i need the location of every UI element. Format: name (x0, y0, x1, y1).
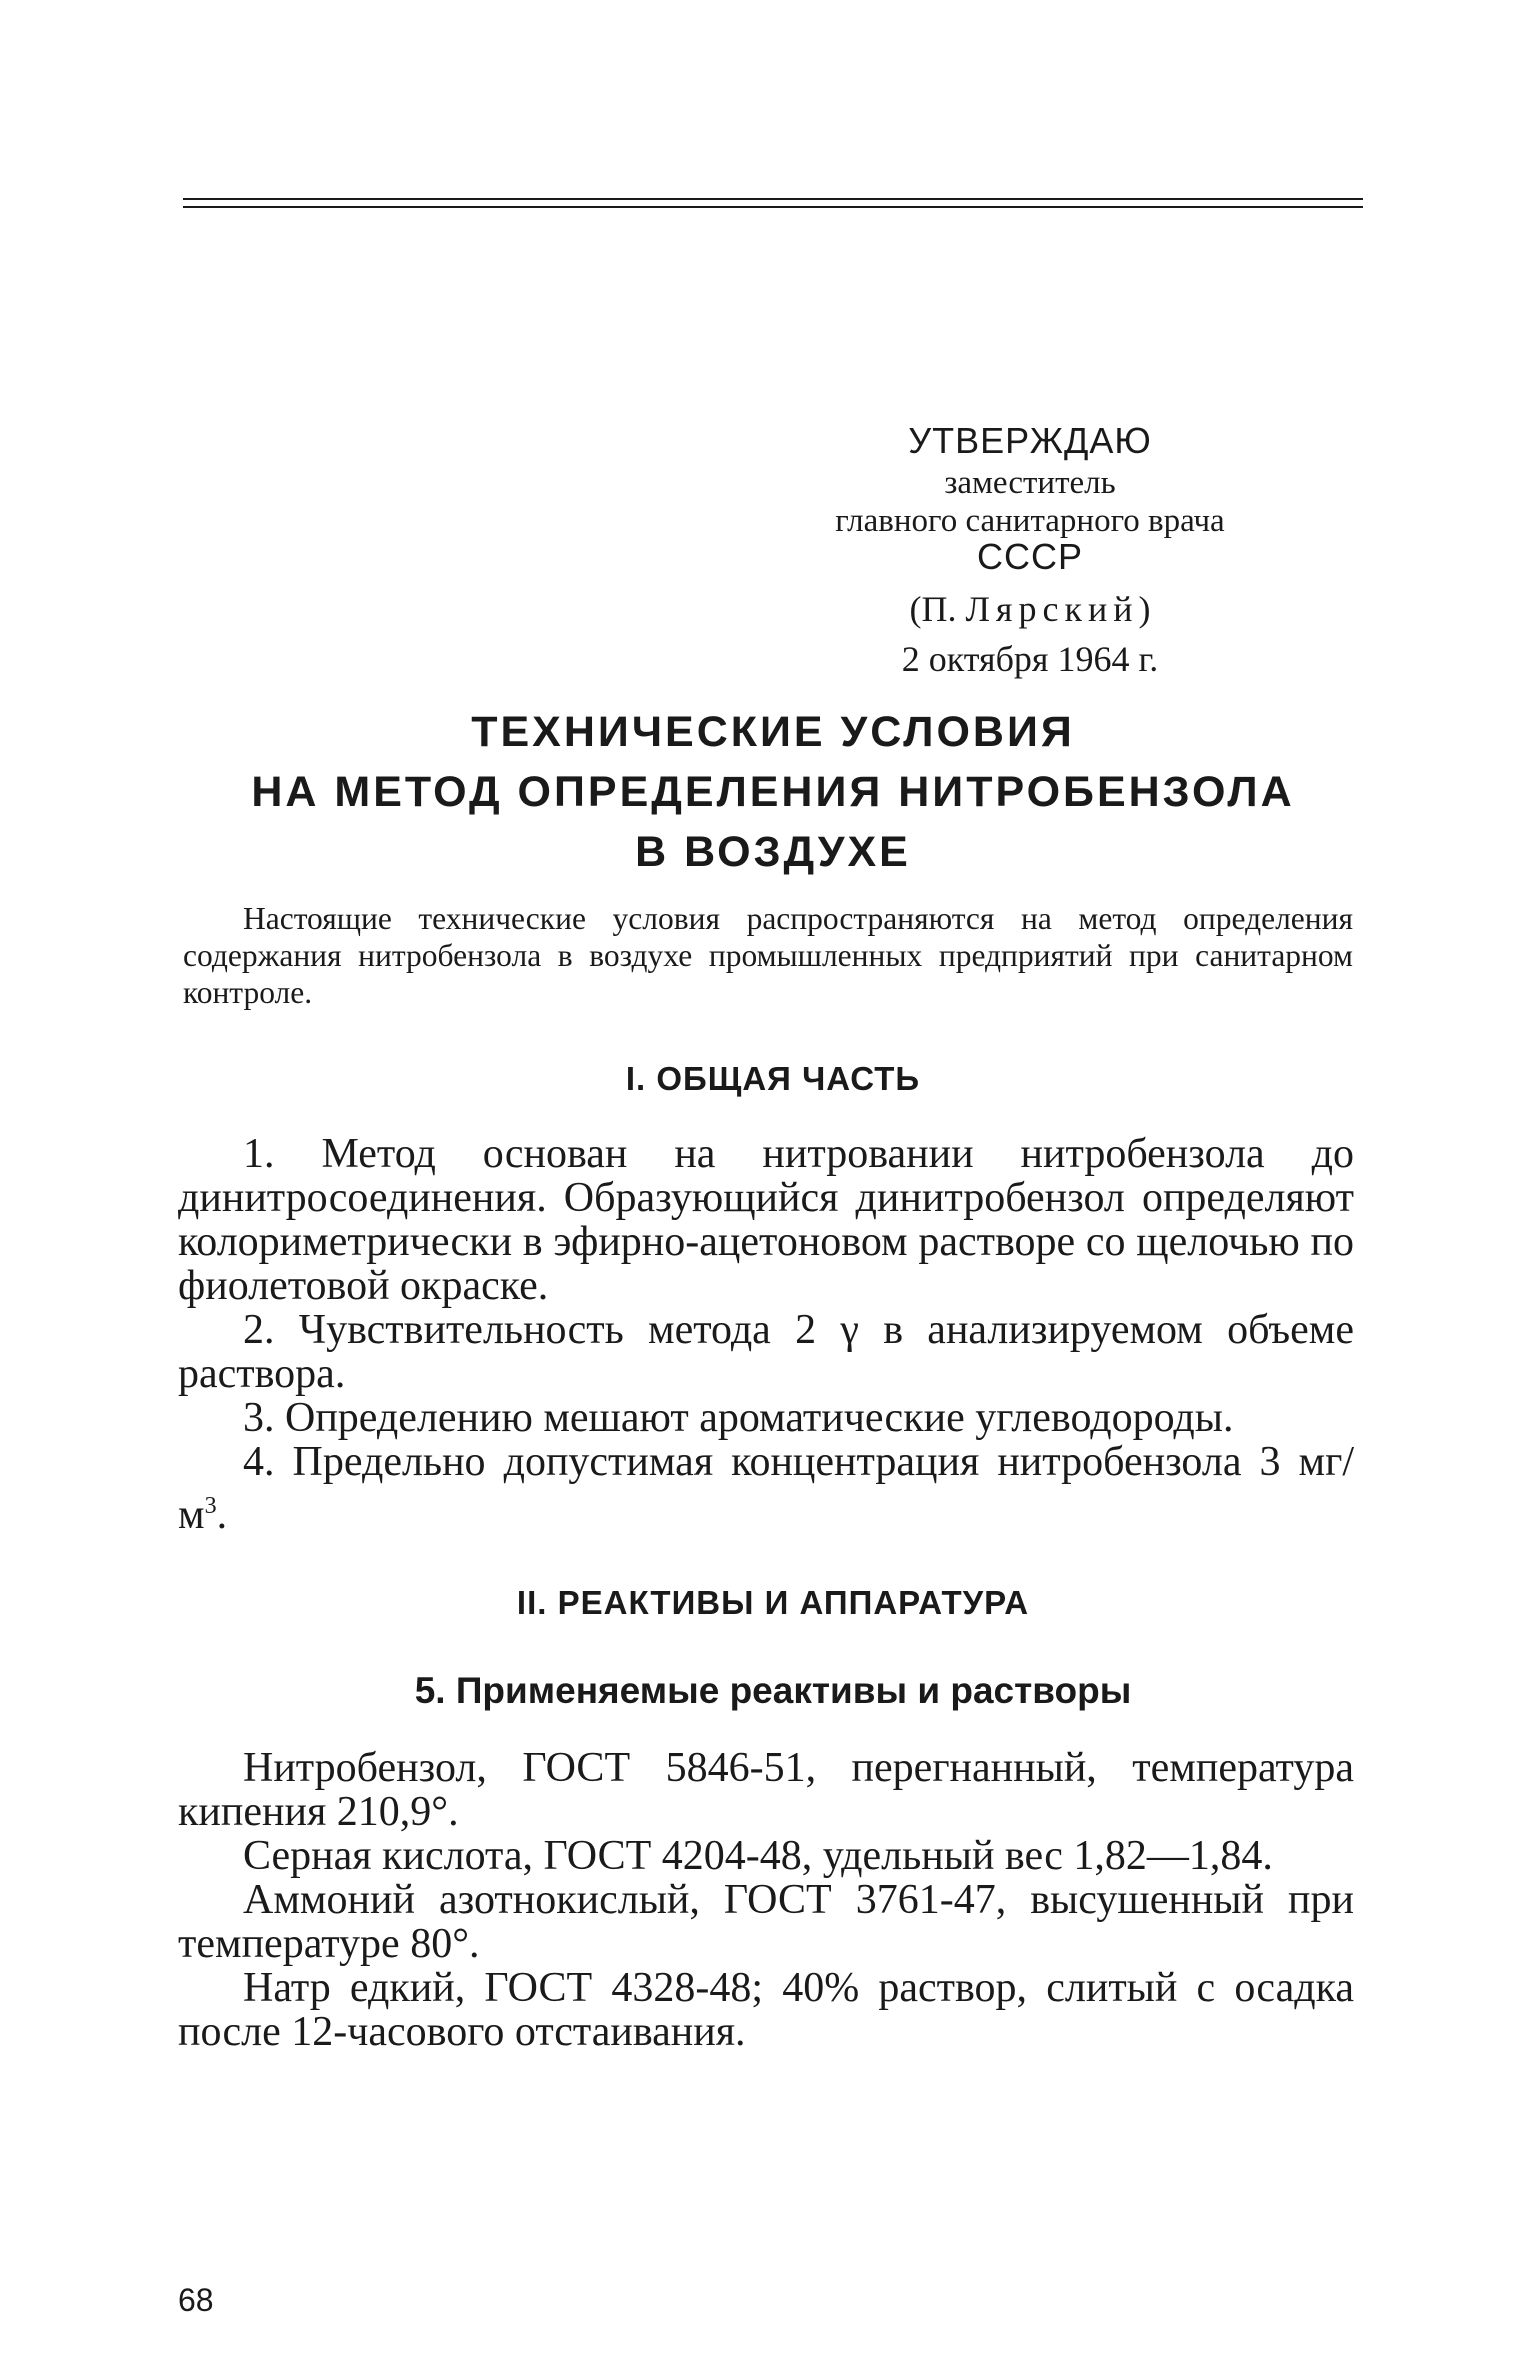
reagent-item: Натр едкий, ГОСТ 4328-48; 40% раствор, слитый с осадка после 12-часового отстаивания. (178, 1965, 1354, 2055)
reagent-item: Аммоний азотнокислый, ГОСТ 3761-47, высушенный при температуре 80°. (178, 1877, 1354, 1967)
reagent-item: Серная кислота, ГОСТ 4204-48, удельный вес 1,82—1,84. (243, 1833, 1273, 1879)
general-item-2: 2. Чувствительность метода 2 γ в анализируемом объеме раствора. (178, 1307, 1354, 1397)
section-2-body (178, 1746, 1354, 2054)
general-item-4-end: . (216, 1492, 228, 1538)
approval-block (790, 418, 1270, 682)
section-1-body (178, 1132, 1354, 1537)
approval-country: СССР (976, 536, 1083, 577)
reagents-subheading: 5. Применяемые реактивы и растворы (414, 1670, 1132, 1711)
section-1-heading: I. ОБЩАЯ ЧАСТЬ (625, 1060, 921, 1097)
reagent-item: Нитробензол, ГОСТ 5846-51, перегнанный, температура кипения 210,9°. (178, 1745, 1354, 1835)
general-item-4 (178, 1440, 1354, 1537)
header-rule-top (183, 198, 1363, 200)
approval-signer (790, 586, 1270, 632)
approval-position: заместитель (944, 465, 1116, 501)
general-item-4-text: 4. Предельно допустимая концентрация нитробензола 3 мг/м (178, 1439, 1354, 1538)
page-number: 68 (178, 2282, 214, 2318)
general-item-1: 1. Метод основан на нитровании нитробензола до динитросоединения. Образующийся динитробензол определяют колориметрически в эфирно-ацетоновом растворе со щелочью по фиолетовой окраске. (178, 1131, 1354, 1309)
general-item-4-sup: 3 (204, 1493, 217, 1519)
header-rule-bottom (183, 206, 1363, 208)
general-item-3: 3. Определению мешают ароматические углеводороды. (243, 1395, 1234, 1441)
section-2-heading: II. РЕАКТИВЫ И АППАРАТУРА (516, 1584, 1030, 1621)
title-line-1: ТЕХНИЧЕСКИЕ УСЛОВИЯ (471, 708, 1075, 756)
approval-signer-name: Лярский (965, 589, 1139, 629)
approval-signer-open: (П. (909, 589, 966, 629)
approval-signer-close: ) (1138, 589, 1151, 629)
title-line-3: В ВОЗДУХЕ (635, 828, 911, 876)
intro-paragraph: Настоящие технические условия распространяются на метод определения содержания нитробензола в воздухе промышленных предприятий при санитарном контроле. (183, 901, 1353, 1010)
approval-position-2: главного санитарного врача (835, 503, 1225, 539)
document-title (183, 702, 1363, 882)
approval-heading: УТВЕРЖДАЮ (908, 420, 1152, 461)
approval-date: 2 октября 1964 г. (901, 639, 1159, 679)
title-line-2: НА МЕТОД ОПРЕДЕЛЕНИЯ НИТРОБЕНЗОЛА (251, 768, 1295, 816)
